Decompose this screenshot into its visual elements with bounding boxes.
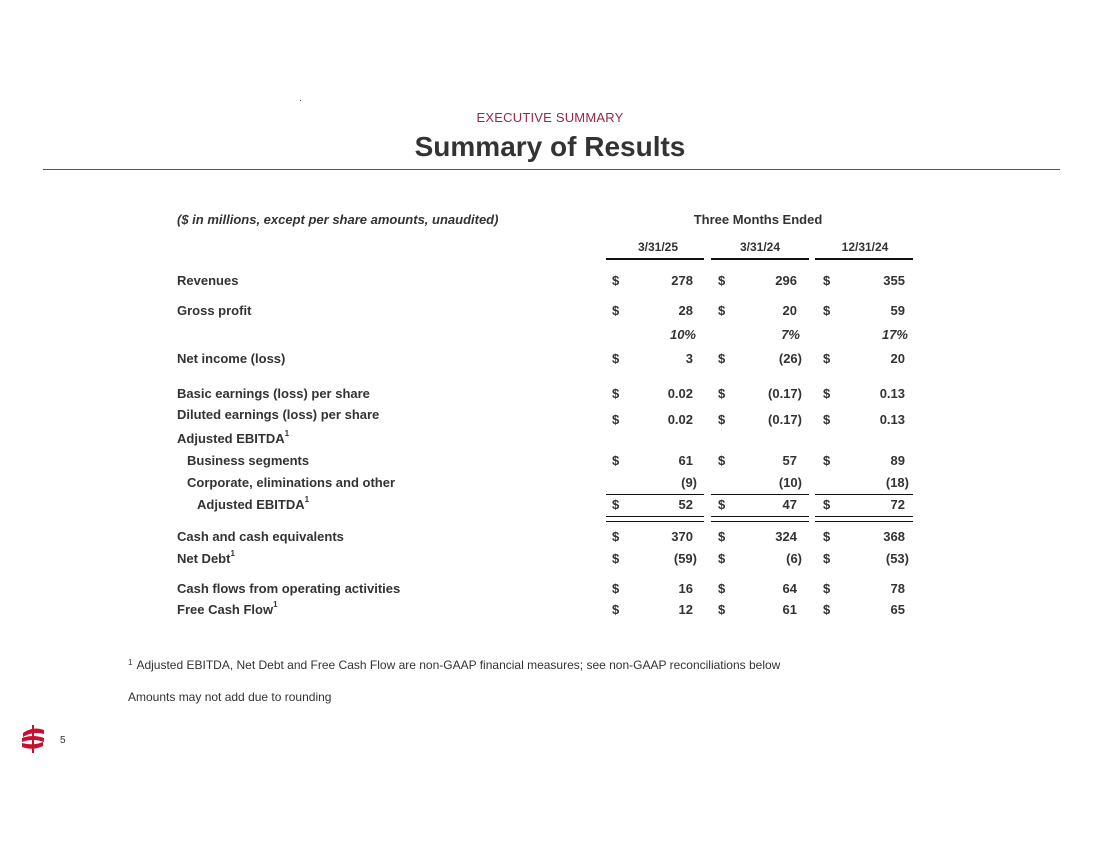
- currency-sign: $: [823, 497, 831, 512]
- table-row-gross-margin: [0, 327, 1100, 345]
- row-label: Net Debt$^1$: [177, 549, 235, 566]
- value-q1-24: 47: [782, 497, 797, 512]
- title-divider: [43, 169, 1060, 170]
- value-q4-24: (53): [885, 551, 909, 566]
- footnote-marker: 1: [128, 658, 133, 667]
- currency-sign: $: [612, 351, 620, 366]
- currency-sign: $: [612, 453, 620, 468]
- value-q1-25: 3: [685, 351, 693, 366]
- value-q1-25: 0.02: [667, 412, 693, 427]
- value-q4-24: 72: [890, 497, 905, 512]
- currency-sign: $: [823, 581, 831, 596]
- column-header-q1-25: 3/31/25: [637, 240, 679, 254]
- currency-sign: $: [612, 551, 620, 566]
- row-label: Diluted earnings (loss) per share: [177, 407, 380, 422]
- value-q4-24: 89: [890, 453, 905, 468]
- currency-sign: $: [612, 386, 620, 401]
- table-row-adj-ebitda-header: [0, 431, 1100, 449]
- currency-sign: $: [612, 497, 620, 512]
- currency-sign: $: [718, 581, 726, 596]
- value-q1-24: (10): [778, 475, 802, 490]
- row-label: Cash flows from operating activities: [177, 581, 401, 596]
- footnote: [128, 658, 780, 672]
- row-label: Basic earnings (loss) per share: [177, 386, 370, 401]
- value-q4-24: 368: [883, 529, 905, 544]
- column-underline: [815, 258, 913, 260]
- value-q4-24: 78: [890, 581, 905, 596]
- currency-sign: $: [718, 303, 726, 318]
- value-q1-25: 61: [678, 453, 693, 468]
- period-header: Three Months Ended: [693, 212, 823, 227]
- value-q1-25: (59): [673, 551, 697, 566]
- footnote-text: Adjusted EBITDA, Net Debt and Free Cash Flow are non-GAAP financial measures; see non-GAAP reconciliations below: [136, 658, 781, 672]
- currency-sign: $: [823, 273, 831, 288]
- row-label: Revenues: [177, 273, 239, 288]
- table-row-adj-ebitda-total: [0, 497, 1100, 515]
- column-underline: [606, 258, 704, 260]
- value-q1-25: 12: [678, 602, 693, 617]
- value-q1-25: 370: [671, 529, 693, 544]
- value-q4-24: 355: [883, 273, 905, 288]
- value-q1-24: 324: [775, 529, 797, 544]
- footnote-marker: 1: [284, 429, 290, 438]
- value-q1-24: (26): [778, 351, 802, 366]
- total-rule: [815, 494, 913, 495]
- table-row-revenues: [0, 273, 1100, 291]
- row-label: Business segments: [187, 453, 310, 468]
- total-rule: [711, 494, 809, 495]
- page-number: 5: [60, 735, 66, 746]
- row-label: Cash and cash equivalents: [177, 529, 344, 544]
- currency-sign: $: [823, 303, 831, 318]
- row-label: Net income (loss): [177, 351, 286, 366]
- value-q1-25: 28: [678, 303, 693, 318]
- currency-sign: $: [612, 273, 620, 288]
- table-row-corporate: [0, 475, 1100, 493]
- value-q1-24: 61: [782, 602, 797, 617]
- value-q1-25: 16: [678, 581, 693, 596]
- value-q1-24: 64: [782, 581, 797, 596]
- currency-sign: $: [718, 551, 726, 566]
- currency-sign: $: [718, 351, 726, 366]
- margin-q4-24: 17%: [881, 327, 908, 342]
- column-header-q1-24: 3/31/24: [739, 240, 781, 254]
- value-q4-24: 59: [890, 303, 905, 318]
- value-q1-24: 57: [782, 453, 797, 468]
- currency-sign: $: [718, 602, 726, 617]
- currency-sign: $: [823, 453, 831, 468]
- row-label: Gross profit: [177, 303, 252, 318]
- footnote-marker: 1: [230, 549, 235, 558]
- table-row-gross-profit: [0, 303, 1100, 321]
- table-row-business-segments: [0, 453, 1100, 471]
- currency-sign: $: [612, 581, 620, 596]
- currency-sign: $: [612, 529, 620, 544]
- currency-sign: $: [718, 497, 726, 512]
- currency-sign: $: [823, 351, 831, 366]
- rounding-note: Amounts may not add due to rounding: [128, 690, 332, 704]
- footnote-marker: 1: [304, 495, 310, 504]
- currency-sign: $: [718, 529, 726, 544]
- currency-sign: $: [823, 551, 831, 566]
- value-q4-24: 65: [890, 602, 905, 617]
- row-label: Adjusted EBITDA$^1$: [177, 429, 290, 446]
- row-label: Corporate, eliminations and other: [187, 475, 396, 490]
- value-q1-24: 296: [775, 273, 797, 288]
- value-q1-24: (0.17): [768, 386, 802, 401]
- value-q1-25: 278: [671, 273, 693, 288]
- currency-sign: $: [823, 602, 831, 617]
- value-q4-24: 20: [890, 351, 905, 366]
- currency-sign: $: [718, 386, 726, 401]
- currency-sign: $: [612, 303, 620, 318]
- page-title: Summary of Results: [414, 131, 686, 162]
- table-row-basic-eps: [0, 386, 1100, 404]
- section-eyebrow: EXECUTIVE SUMMARY: [476, 110, 624, 125]
- row-label: Free Cash Flow$^1$: [177, 600, 278, 617]
- value-q1-24: 20: [782, 303, 797, 318]
- value-q4-24: (18): [885, 475, 909, 490]
- margin-q1-24: 7%: [781, 327, 800, 342]
- currency-sign: $: [718, 453, 726, 468]
- stray-dot: [300, 100, 301, 101]
- column-header-q4-24: 12/31/24: [841, 240, 889, 254]
- currency-sign: $: [612, 412, 620, 427]
- table-row-operating-cash-flow: [0, 581, 1100, 599]
- currency-sign: $: [823, 386, 831, 401]
- double-rule: [711, 516, 809, 522]
- footnote-marker: 1: [273, 600, 278, 609]
- table-row-free-cash-flow: [0, 602, 1100, 620]
- double-rule: [606, 516, 704, 522]
- table-row-net-debt: [0, 551, 1100, 569]
- table-row-cash: [0, 529, 1100, 547]
- double-rule: [815, 516, 913, 522]
- value-q1-25: 52: [678, 497, 693, 512]
- currency-sign: $: [718, 412, 726, 427]
- currency-sign: $: [823, 529, 831, 544]
- value-q1-25: 0.02: [667, 386, 693, 401]
- row-label: Adjusted EBITDA$^1$: [197, 495, 310, 512]
- value-q4-24: 0.13: [879, 386, 905, 401]
- total-rule: [606, 494, 704, 495]
- currency-sign: $: [823, 412, 831, 427]
- currency-sign: $: [718, 273, 726, 288]
- value-q1-24: (6): [786, 551, 802, 566]
- table-row-net-income: [0, 351, 1100, 369]
- column-underline: [711, 258, 809, 260]
- value-q4-24: 0.13: [879, 412, 905, 427]
- table-row-diluted-eps: [0, 407, 1100, 425]
- units-note: ($ in millions, except per share amounts, unaudited): [177, 212, 499, 227]
- company-logo-icon: [20, 724, 46, 754]
- value-q1-25: (9): [681, 475, 697, 490]
- margin-q1-25: 10%: [669, 327, 696, 342]
- currency-sign: $: [612, 602, 620, 617]
- value-q1-24: (0.17): [768, 412, 802, 427]
